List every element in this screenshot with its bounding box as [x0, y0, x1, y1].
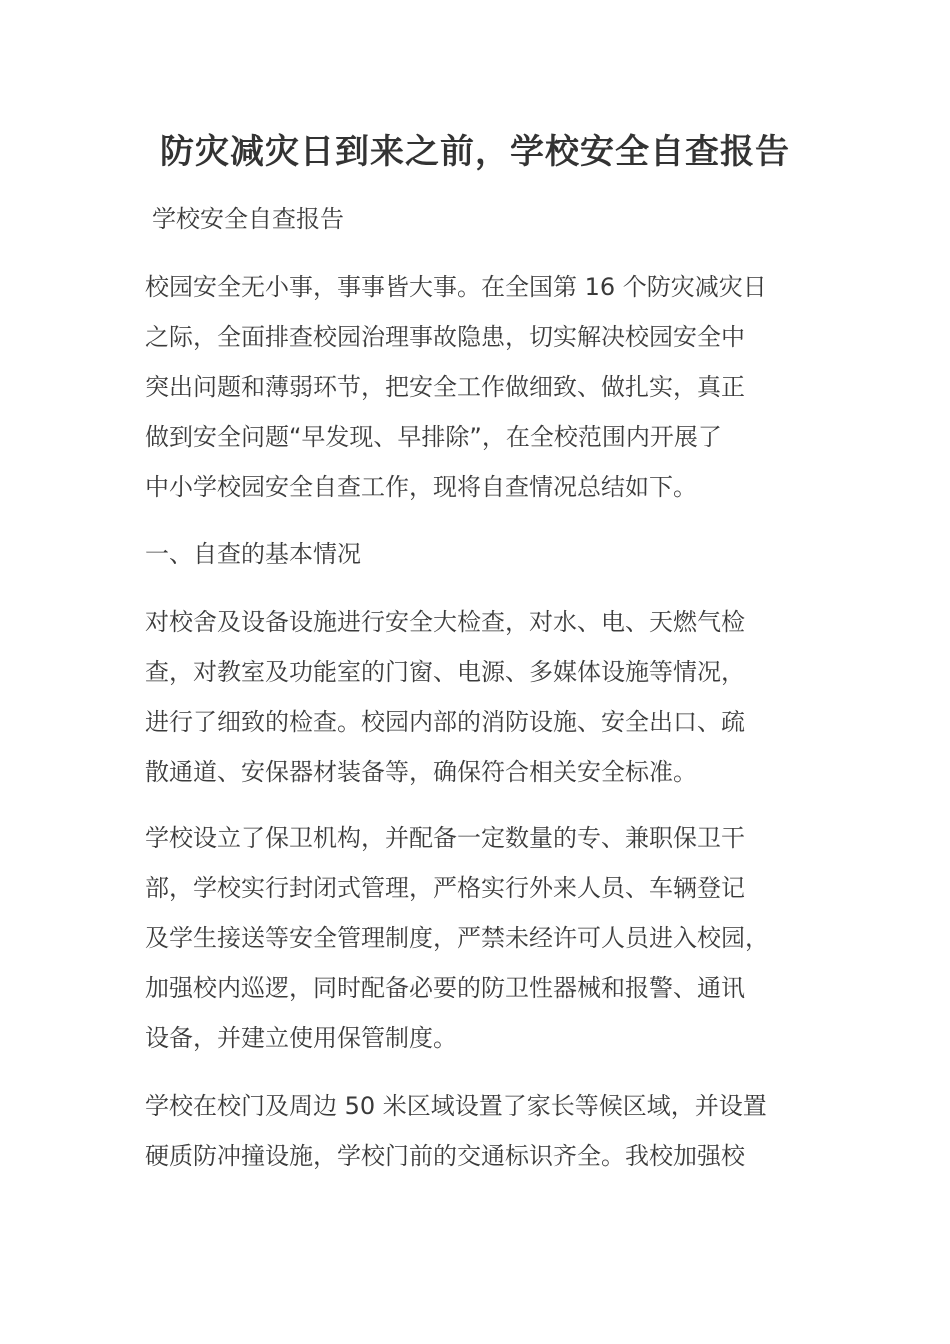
paragraph-line: 查，对教室及功能室的门窗、电源、多媒体设施等情况， [145, 658, 745, 686]
paragraph-line: 校园安全无小事，事事皆大事。在全国第 16 个防灾减灾日 [145, 273, 767, 301]
paragraph-facilities [145, 597, 805, 797]
paragraph-line: 突出问题和薄弱环节，把安全工作做细致、做扎实，真正 [145, 373, 745, 401]
paragraph-line: 进行了细致的检查。校园内部的消防设施、安全出口、疏 [145, 708, 745, 736]
document-subtitle: 学校安全自查报告 [152, 205, 344, 233]
paragraph-line: 学校在校门及周边 50 米区域设置了家长等候区域，并设置 [145, 1092, 767, 1120]
paragraph-line: 加强校内巡逻，同时配备必要的防卫性器械和报警、通讯 [145, 974, 745, 1002]
paragraph-line: 及学生接送等安全管理制度，严禁未经许可人员进入校园， [145, 924, 769, 952]
paragraph-line: 学校设立了保卫机构，并配备一定数量的专、兼职保卫干 [145, 824, 745, 852]
paragraph-line: 做到安全问题“早发现、早排除”，在全校范围内开展了 [145, 423, 722, 451]
document-title: 防灾减灾日到来之前，学校安全自查报告 [160, 132, 790, 172]
section-heading-text: 一、自查的基本情况 [145, 540, 361, 568]
paragraph-security [145, 813, 805, 1063]
paragraph-line: 对校舍及设备设施进行安全大检查，对水、电、天燃气检 [145, 608, 745, 636]
paragraph-line: 之际，全面排查校园治理事故隐患，切实解决校园安全中 [145, 323, 745, 351]
section-heading [145, 529, 805, 579]
paragraph-line: 散通道、安保器材装备等，确保符合相关安全标准。 [145, 758, 697, 786]
paragraph-line: 硬质防冲撞设施，学校门前的交通标识齐全。我校加强校 [145, 1142, 745, 1170]
paragraph-line: 设备，并建立使用保管制度。 [145, 1024, 457, 1052]
paragraph-gate [145, 1081, 805, 1181]
paragraph-line: 部，学校实行封闭式管理，严格实行外来人员、车辆登记 [145, 874, 745, 902]
paragraph-line: 中小学校园安全自查工作，现将自查情况总结如下。 [145, 473, 697, 501]
paragraph-intro [145, 262, 805, 512]
